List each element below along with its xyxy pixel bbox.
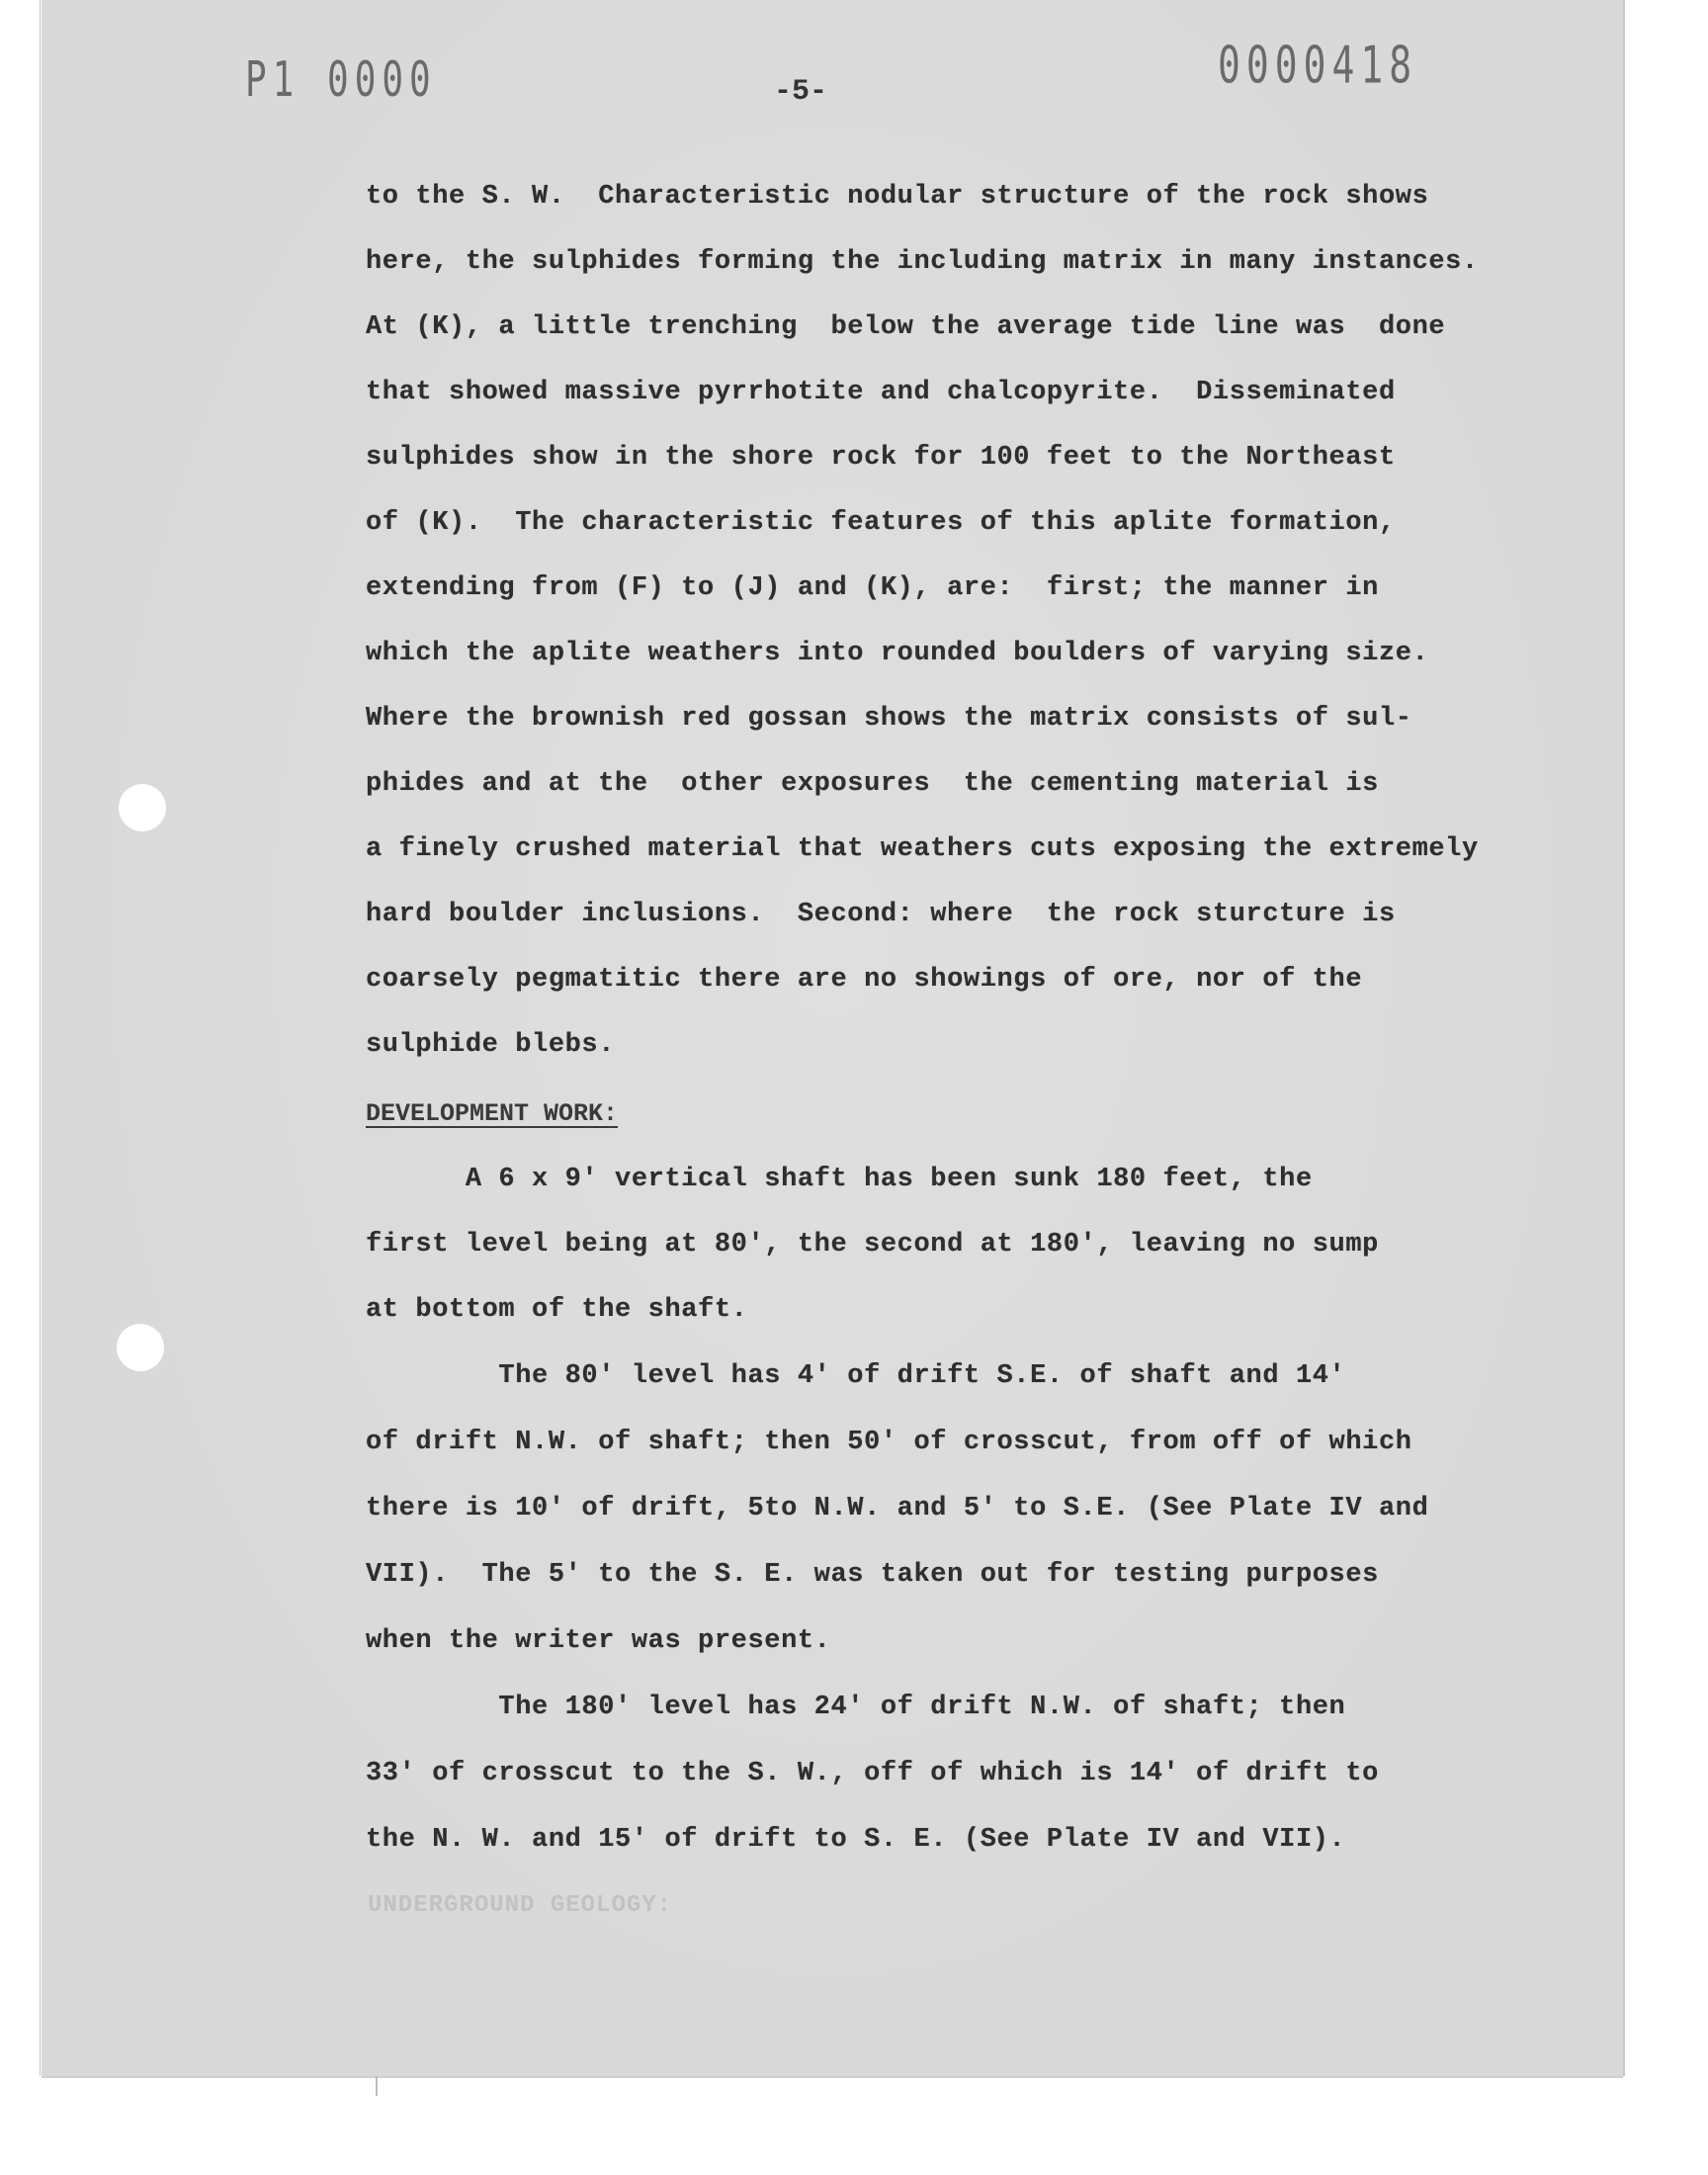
text-line: extending from (F) to (J) and (K), are: first; the manner in: [366, 573, 1379, 603]
text-line: when the writer was present.: [366, 1626, 831, 1656]
text-line: VII). The 5' to the S. E. was taken out for testing purposes: [366, 1560, 1379, 1590]
faded-heading: UNDERGROUND GEOLOGY:: [368, 1892, 673, 1919]
binder-mark: [376, 2076, 378, 2096]
text-line: 33' of crosscut to the S. W., off of which is 14' of drift to: [366, 1759, 1379, 1788]
text-line: hard boulder inclusions. Second: where the rock sturcture is: [366, 900, 1396, 929]
page-bottom-edge: [42, 2076, 1623, 2078]
punch-hole-upper: [119, 784, 166, 831]
text-line: that showed massive pyrrhotite and chalcopyrite. Disseminated: [366, 378, 1396, 407]
text-line: The 180' level has 24' of drift N.W. of shaft; then: [366, 1693, 1346, 1722]
text-line: The 80' level has 4' of drift S.E. of shaft and 14': [366, 1361, 1346, 1391]
text-line: of drift N.W. of shaft; then 50' of crosscut, from off of which: [366, 1428, 1412, 1457]
text-line: a finely crushed material that weathers cuts exposing the extremely: [366, 834, 1479, 864]
text-line: first level being at 80', the second at 180', leaving no sump: [366, 1230, 1379, 1260]
text-line: Where the brownish red gossan shows the matrix consists of sul-: [366, 704, 1412, 734]
section-heading: DEVELOPMENT WORK:: [366, 1099, 619, 1128]
text-line: At (K), a little trenching below the average tide line was done: [366, 312, 1446, 342]
page-number: -5-: [774, 75, 828, 109]
punch-hole-lower: [117, 1324, 164, 1371]
text-line: here, the sulphides forming the including matrix in many instances.: [366, 247, 1479, 277]
text-line: coarsely pegmatitic there are no showings of ore, nor of the: [366, 965, 1363, 995]
text-line: which the aplite weathers into rounded boulders of varying size.: [366, 639, 1429, 668]
text-line: the N. W. and 15' of drift to S. E. (See Plate IV and VII).: [366, 1825, 1346, 1855]
text-line: A 6 x 9' vertical shaft has been sunk 180 feet, the: [366, 1165, 1313, 1194]
text-line: to the S. W. Characteristic nodular structure of the rock shows: [366, 182, 1429, 212]
text-line: there is 10' of drift, 5to N.W. and 5' to S.E. (See Plate IV and: [366, 1494, 1429, 1523]
text-line: sulphide blebs.: [366, 1030, 616, 1060]
document-stamp-right: 0000418: [1218, 36, 1418, 95]
document-stamp-left: P1 0000: [245, 53, 437, 109]
text-line: at bottom of the shaft.: [366, 1295, 748, 1325]
text-line: sulphides show in the shore rock for 100 feet to the Northeast: [366, 443, 1396, 473]
page-left-edge: [40, 0, 41, 2076]
text-line: phides and at the other exposures the cementing material is: [366, 769, 1379, 799]
text-line: of (K). The characteristic features of this aplite formation,: [366, 508, 1396, 538]
body-text: [366, 0, 1502, 2076]
